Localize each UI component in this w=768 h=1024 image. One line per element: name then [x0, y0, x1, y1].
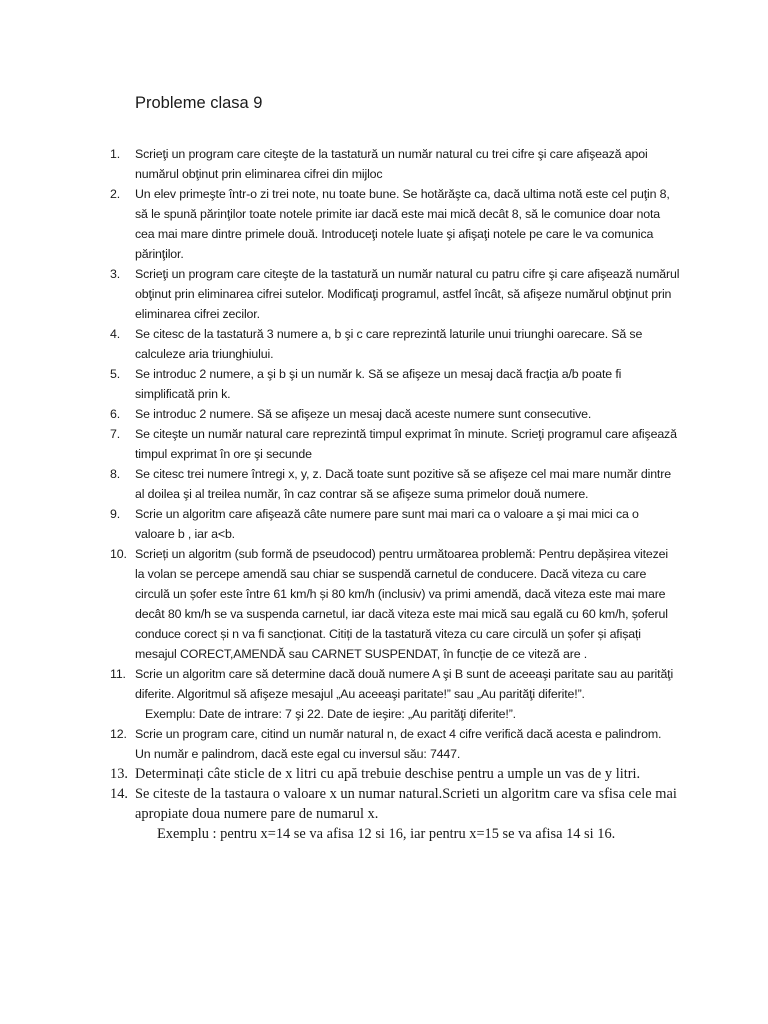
item-text: Scrieţi un program care citeşte de la tastatură un număr natural cu trei cifre şi care afişează apoi numărul obţinut prin eliminarea cifrei din mijloc	[135, 147, 648, 181]
list-item	[100, 544, 680, 664]
list-item	[100, 464, 680, 504]
problem-list	[100, 144, 680, 844]
item-text: Scrieți un algoritm (sub formă de pseudocod) pentru următoarea problemă: Pentru depășirea vitezei la volan se percepe amendă sau chiar se suspendă carnetul de conducere. Dacă viteza cu care circulă un șofer este între 61 km/h și 80 km/h (inclusiv) va primi amendă, dacă viteza este mai mare decât 80 km/h se va suspenda carnetul, iar dacă viteza este mai mică sau egală cu 60 km/h, șoferul conduce corect și n va fi sancționat. Citiți de la tastatură viteza cu care circulă un șofer și afișați mesajul CORECT,AMENDĂ sau CARNET SUSPENDAT, în funcție de ce viteză are .	[135, 547, 668, 661]
item-text: Determinați câte sticle de x litri cu apă trebuie deschise pentru a umple un vas de y litri.	[135, 766, 641, 782]
item-number: 3.	[110, 267, 121, 281]
item-number: 2.	[110, 187, 121, 201]
item-text: Scrie un algoritm care afişează câte numere pare sunt mai mari ca o valoare a şi mai mici ca o valoare b , iar a<b.	[135, 507, 639, 541]
item-example: Exemplu: Date de intrare: 7 şi 22. Date de ieşire: „Au parităţi diferite!”.	[145, 707, 516, 721]
list-item	[100, 184, 680, 264]
item-example: Exemplu : pentru x=14 se va afisa 12 si 16, iar pentru x=15 se va afisa 14 si 16.	[157, 826, 616, 842]
item-text: Se citeste de la tastaura o valoare x un numar natural.Scrieti un algoritm care va sfisa cele mai apropiate doua numere pare de numarul x.	[135, 786, 677, 822]
list-item	[100, 404, 680, 424]
item-number: 12.	[110, 727, 127, 741]
item-number: 7.	[110, 427, 121, 441]
list-item	[100, 724, 680, 764]
item-number: 13.	[110, 766, 128, 782]
list-item	[100, 324, 680, 364]
item-text: Scrieţi un program care citeşte de la tastatură un număr natural cu patru cifre şi care afişează numărul obţinut prin eliminarea cifrei sutelor. Modificaţi programul, astfel încât, să afişeze numărul obţinut prin eliminarea cifrei zecilor.	[135, 267, 680, 321]
item-text: Un elev primeşte într-o zi trei note, nu toate bune. Se hotărăşte ca, dacă ultima notă este cel puţin 8, să le spună părinţilor toate notele primite iar dacă este mai mică decât 8, să le comunice doar nota cea mai mare dintre primele două. Introduceţi notele luate şi afişaţi notele pe care le va comunica părinţilor.	[135, 187, 670, 261]
item-body	[135, 664, 680, 724]
item-text: Scrie un algoritm care să determine dacă două numere A şi B sunt de aceeaşi paritate sau au parităţi diferite. Algoritmul să afişeze mesajul „Au aceeaşi paritate!” sau „Au parităţi diferite!”.	[135, 667, 674, 701]
item-number: 4.	[110, 327, 121, 341]
list-item	[100, 504, 680, 544]
list-item	[100, 764, 680, 784]
item-text: Se citesc de la tastatură 3 numere a, b şi c care reprezintă laturile unui triunghi oarecare. Să se calculeze aria triunghiului.	[135, 327, 643, 361]
item-number: 14.	[110, 786, 128, 802]
item-text: Se citesc trei numere întregi x, y, z. Dacă toate sunt pozitive să se afişeze cel mai mare număr dintre al doilea şi al treilea număr, în caz contrar să se afişeze suma primelor două numere.	[135, 467, 671, 501]
item-number: 1.	[110, 147, 121, 161]
item-body	[135, 784, 680, 844]
list-item	[100, 664, 680, 724]
item-number: 10.	[110, 547, 127, 561]
item-text: Se citeşte un număr natural care reprezintă timpul exprimat în minute. Scrieţi programul care afişează timpul exprimat în ore şi secunde	[135, 427, 677, 461]
item-number: 5.	[110, 367, 121, 381]
page-title: Probleme clasa 9	[135, 94, 263, 112]
list-item	[100, 264, 680, 324]
item-text: Se introduc 2 numere, a şi b şi un număr k. Să se afişeze un mesaj dacă fracţia a/b poate fi simplificată prin k.	[135, 367, 622, 401]
list-item	[100, 364, 680, 404]
list-item	[100, 784, 680, 844]
list-item	[100, 144, 680, 184]
item-number: 11.	[110, 667, 126, 681]
item-number: 6.	[110, 407, 121, 421]
item-number: 8.	[110, 467, 121, 481]
item-number: 9.	[110, 507, 121, 521]
item-text: Se introduc 2 numere. Să se afişeze un mesaj dacă aceste numere sunt consecutive.	[135, 407, 592, 421]
list-item	[100, 424, 680, 464]
item-text: Scrie un program care, citind un număr natural n, de exact 4 cifre verifică dacă acesta e palindrom. Un număr e palindrom, dacă este egal cu inversul său: 7447.	[135, 727, 662, 761]
